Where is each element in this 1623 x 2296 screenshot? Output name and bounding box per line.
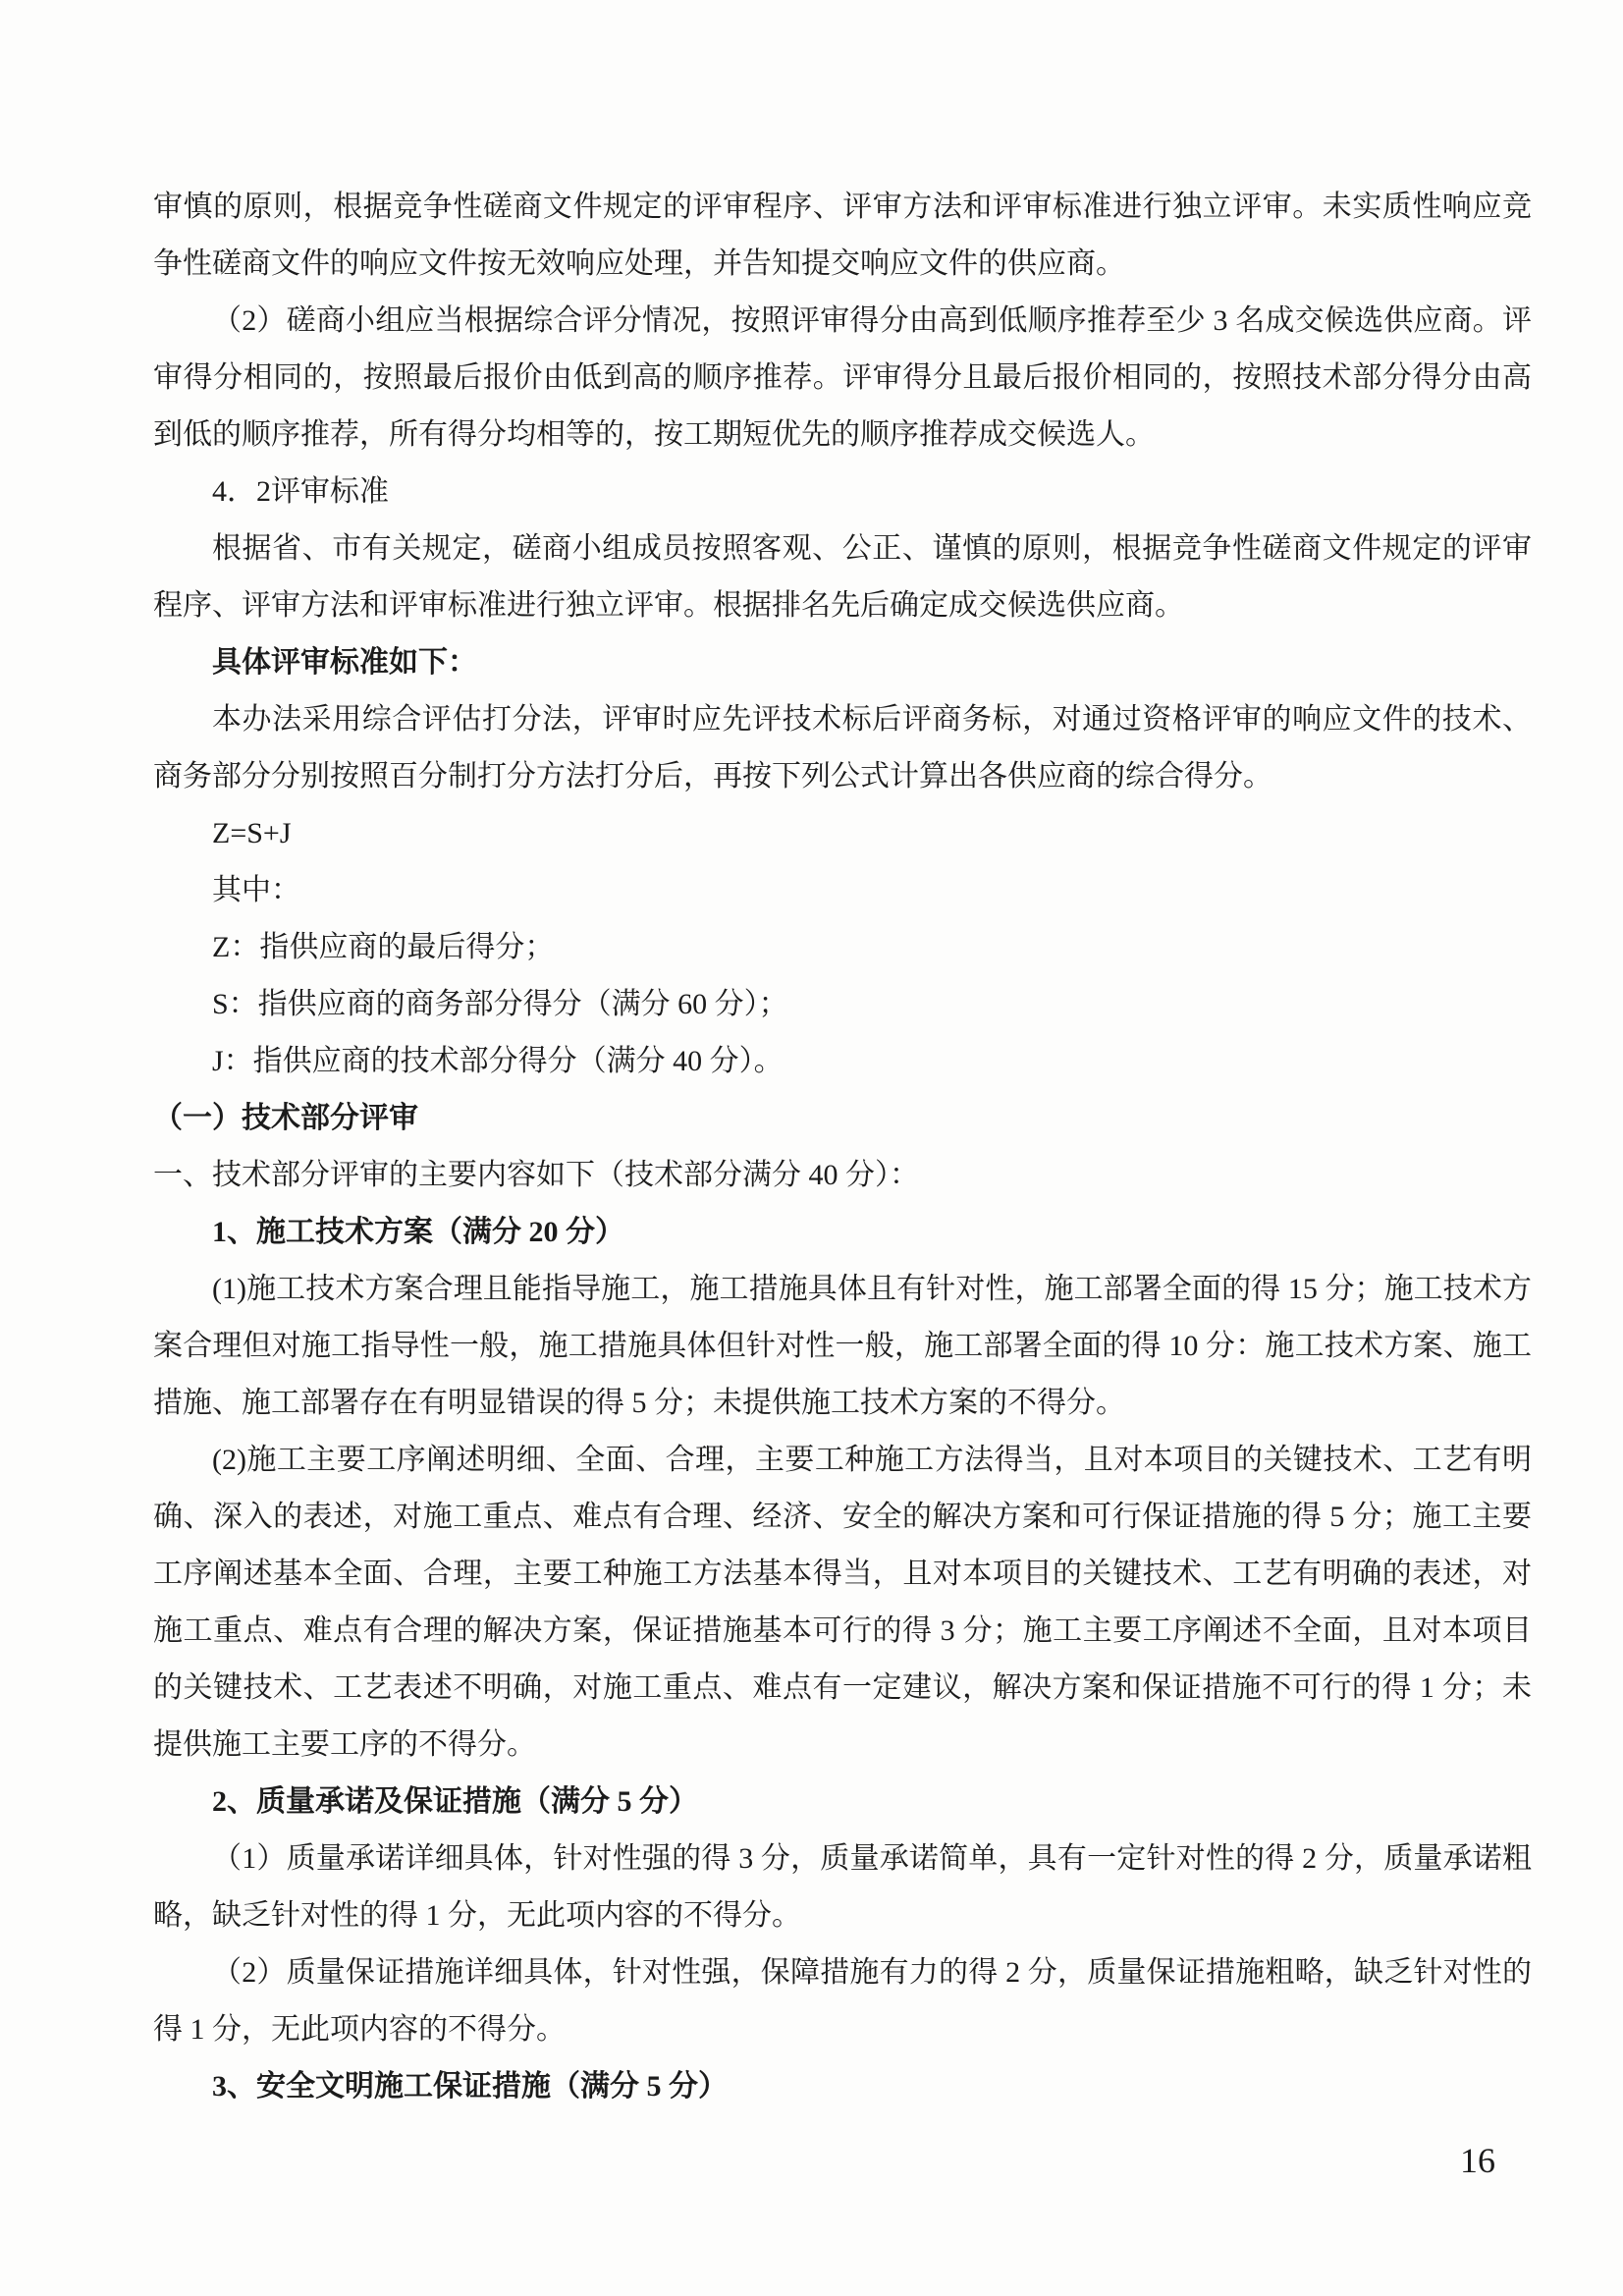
paragraph-recommendation-ranking: （2）磋商小组应当根据综合评分情况，按照评审得分由高到低顺序推荐至少 3 名成交候选供应商。评审得分相同的，按照最后报价由低到高的顺序推荐。评审得分且最后报价相同的，按照技术部分得分由高到低的顺序推荐，所有得分均相等的，按工期短优先的顺序推荐成交候选人。 [153,304,1532,451]
paragraph-quality-commitment-scoring: （1）质量承诺详细具体，针对性强的得 3 分，质量承诺简单，具有一定针对性的得 2 分，质量承诺粗略，缺乏针对性的得 1 分，无此项内容的不得分。 [153,1842,1532,1932]
paragraph-main-procedures-scoring: (2)施工主要工序阐述明细、全面、合理，主要工种施工方法得当，且对本项目的关键技术、工艺有明确、深入的表述，对施工重点、难点有合理、经济、安全的解决方案和可行保证措施的得 5 分；施工主要工序阐述基本全面、合理，主要工种施工方法基本得当，且对本项目的关键技术、工艺有明确的表述，对施工重点、难点有合理的解决方案，保证措施基本可行的得 3 分；施工主要工序阐述不全面，且对本项目的关键技术、工艺表述不明确，对施工重点、难点有一定建议，解决方案和保证措施不可行的得 1 分；未提供施工主要工序的不得分。 [153,1444,1532,1761]
paragraph-technical-content-intro: 一、技术部分评审的主要内容如下（技术部分满分 40 分）： [153,1159,919,1191]
definition-j-technical-score: J：指供应商的技术部分得分（满分 40 分）。 [212,1045,784,1077]
paragraph-evaluation-basis: 根据省、市有关规定，磋商小组成员按照客观、公正、谨慎的原则，根据竞争性磋商文件规定的评审程序、评审方法和评审标准进行独立评审。根据排名先后确定成交候选供应商。 [153,532,1532,622]
paragraph-scoring-method: 本办法采用综合评估打分法，评审时应先评技术标后评商务标，对通过资格评审的响应文件的技术、商务部分分别按照百分制打分方法打分后，再按下列公式计算出各供应商的综合得分。 [153,703,1532,793]
heading-technical-evaluation: （一）技术部分评审 [153,1102,418,1134]
page-number: 16 [1460,2141,1495,2180]
label-where: 其中： [212,874,300,906]
definition-z-final-score: Z：指供应商的最后得分； [212,931,555,963]
document-body [153,179,1532,2115]
heading-construction-plan: 1、施工技术方案（满分 20 分） [212,1216,624,1248]
paragraph-quality-assurance-scoring: （2）质量保证措施详细具体，针对性强，保障措施有力的得 2 分，质量保证措施粗略，缺乏针对性的得 1 分，无此项内容的不得分。 [153,1956,1532,2046]
definition-s-commercial-score: S：指供应商的商务部分得分（满分 60 分）； [212,988,788,1020]
paragraph-construction-plan-scoring: (1)施工技术方案合理且能指导施工，施工措施具体且有针对性，施工部署全面的得 15 分；施工技术方案合理但对施工指导性一般，施工措施具体但针对性一般，施工部署全面的得 10 分：施工技术方案、施工措施、施工部署存在有明显错误的得 5 分；未提供施工技术方案的不得分。 [153,1273,1532,1419]
heading-4-2-evaluation-criteria: 4．2评审标准 [212,475,389,508]
heading-safety-civilized-construction: 3、安全文明施工保证措施（满分 5 分） [212,2070,728,2103]
paragraph-evaluation-principle-continuation: 审慎的原则，根据竞争性磋商文件规定的评审程序、评审方法和评审标准进行独立评审。未实质性响应竞争性磋商文件的响应文件按无效响应处理，并告知提交响应文件的供应商。 [153,191,1532,280]
heading-quality-commitment: 2、质量承诺及保证措施（满分 5 分） [212,1785,698,1818]
formula-z-equals-s-plus-j: Z=S+J [212,817,292,849]
heading-specific-criteria: 具体评审标准如下： [212,646,477,679]
